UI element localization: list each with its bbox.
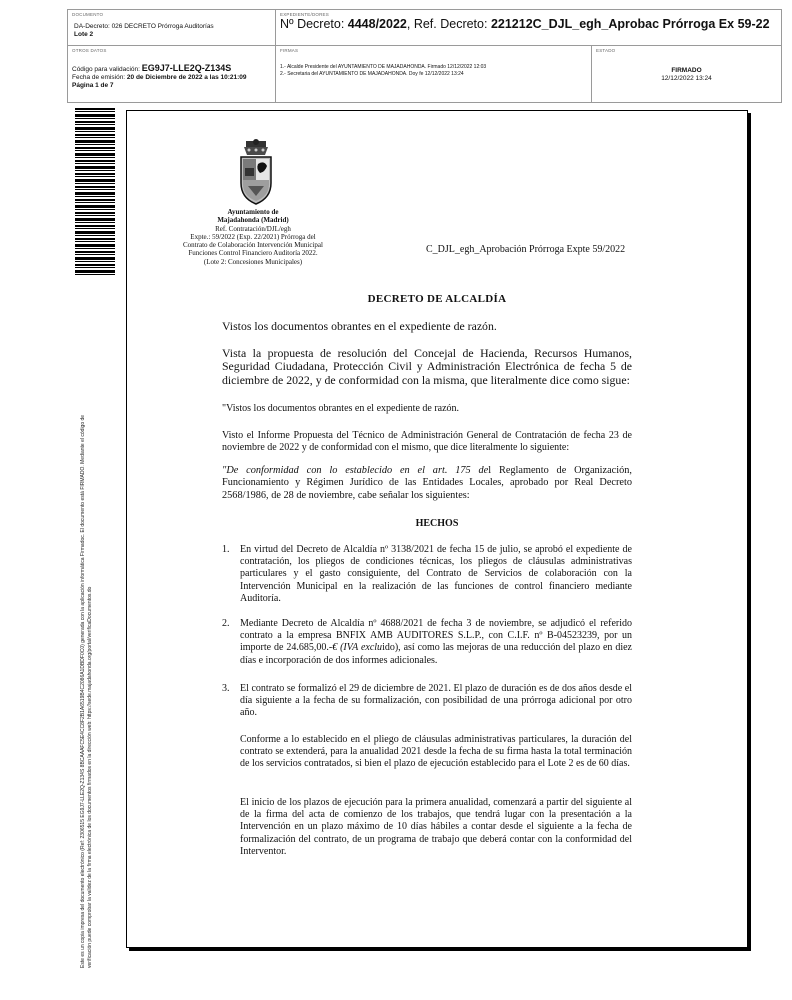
estado-value: FIRMADO bbox=[671, 67, 702, 74]
list-item-number: 3. bbox=[222, 683, 230, 694]
item-2-part-b: ido), así como las mejoras de una reducción del plazo en diez días e incorporación de dos informes adicionales. bbox=[240, 642, 632, 666]
expediente-label: EXPEDIENTE/DORES bbox=[280, 12, 329, 17]
firma-2: 2.- Secretaria del AYUNTAMIENTO DE MAJADAHONDA. Doy fe 12/12/2022 13:24 bbox=[280, 71, 464, 77]
documento-line-1: DA-Decreto: 026 DECRETO Prórroga Auditorías bbox=[74, 23, 214, 30]
estado-cell bbox=[592, 46, 781, 102]
list-item-number: 1. bbox=[222, 544, 230, 555]
firmas-label: FIRMAS bbox=[280, 48, 299, 53]
estado-label: ESTADO bbox=[596, 48, 616, 53]
org-expte-3: Funciones Control Financiero Auditoría 2022. bbox=[188, 249, 318, 258]
decree-number: 4448/2022 bbox=[347, 17, 407, 31]
paragraph-1: Vistos los documentos obrantes en el expediente de razón. bbox=[222, 319, 497, 333]
page-info: Página 1 de 7 bbox=[72, 82, 114, 89]
decree-prefix: Nº Decreto: bbox=[280, 17, 348, 31]
documento-line-2: Lote 2 bbox=[74, 31, 94, 38]
emission-line bbox=[72, 74, 247, 82]
paragraph-5-rest: l Reglamento de Organización, Funcionamiento y Régimen Jurídico de las Entidades Locales, aprobado por Real Decreto 2568/1986, de 28 de noviembre, cabe señalar los siguientes: bbox=[222, 465, 632, 501]
coat-of-arms-icon bbox=[234, 138, 278, 206]
emission-prefix: Fecha de emisión: bbox=[72, 74, 127, 81]
paragraph-5-italic: "De conformidad con lo establecido en el art. 175 de bbox=[222, 465, 489, 476]
documento-cell bbox=[68, 10, 276, 46]
item-2-part-a: Mediante Decreto de Alcaldía nº 4688/2021 de fecha 3 de noviembre, se adjudicó el referido contrato a la empresa BNFIX AMB AUDITORES S.L.P., con C.I.F. nº B-04523239, por un importe de 24.685,00.- bbox=[240, 618, 632, 654]
paragraph-2: Vista la propuesta de resolución del Concejal de Hacienda, Recursos Humanos, Seguridad Ciudadana, Protección Civil y Administración Electrónica de fecha 5 de diciembre de 2022, y de conformidad con la misma, que literalmente dice como sigue: bbox=[222, 346, 632, 387]
documento-label: DOCUMENTO bbox=[72, 12, 104, 17]
side-verification-text bbox=[80, 298, 94, 968]
document-header bbox=[67, 9, 782, 103]
item-3-subparagraph-1: Conforme a lo establecido en el pliego de cláusulas administrativas particulares, la duración del contrato se extenderá, para la anualidad 2021 desde la fecha de su firma hasta la total terminación de los servicios contratados, si bien el plazo de ejecución establecido para el Lote 2 es de 60 días. bbox=[240, 734, 632, 770]
paragraph-3: "Vistos los documentos obrantes en el expediente de razón. bbox=[222, 403, 460, 414]
emission-date: 20 de Diciembre de 2022 a las 10:21:09 bbox=[126, 74, 247, 81]
organization-block bbox=[172, 208, 334, 266]
item-3-subparagraph-2: El inicio de los plazos de ejecución para la primera anualidad, comenzará a partir del siguiente al de la firma del acta de comienzo de los trabajos, que tendrá lugar con la presentación a la Intervención en un plazo máximo de 10 días hábiles a contar desde el siguiente a la fecha de formalización del contrato, de un programa de trabajo que deberá contar con la conformidad del Interventor. bbox=[240, 797, 632, 857]
firmas-cell bbox=[276, 46, 592, 102]
ref-prefix: , Ref. Decreto: bbox=[406, 17, 491, 31]
paragraph-4: Visto el Informe Propuesta del Técnico de Administración General de Contratación de fecha 23 de noviembre de 2022 y de conformidad con el mismo, que dice literalmente lo siguiente: bbox=[222, 430, 632, 453]
org-expte-2: Contrato de Colaboración Intervención Municipal bbox=[183, 241, 323, 250]
decree-reference bbox=[280, 17, 775, 31]
org-ref: Ref. Contratación/DJL/egh bbox=[215, 224, 291, 233]
list-item-number: 2. bbox=[222, 618, 230, 629]
validation-prefix: Código para validación: bbox=[72, 66, 142, 73]
validation-line bbox=[72, 64, 247, 74]
document-title: DECRETO DE ALCALDÍA bbox=[367, 293, 507, 305]
org-expte-1: Expte.: 59/2022 (Exp. 22/2021) Prórroga del bbox=[190, 232, 316, 241]
otros-datos-cell bbox=[68, 46, 276, 102]
expediente-cell bbox=[276, 10, 781, 46]
list-item-text: En virtud del Decreto de Alcaldía nº 3138/2021 de fecha 15 de julio, se aprobó el expediente de contratación, los pliegos de condiciones técnicas, los pliegos de cláusulas administrativas particulares y el gasto consiguiente, del Contrato de Servicios de colaboración con la Intervención Municipal en la realización de las funciones de control financiero mediante Auditoría. bbox=[240, 544, 632, 604]
item-2-italic: € (IVA exclu bbox=[332, 642, 383, 654]
ref-code: 221212C_DJL_egh_Aprobac Prórroga Ex 59-22 bbox=[490, 17, 770, 31]
list-item-text bbox=[240, 618, 632, 667]
side-text-line-1: Este es un copia impresa del documento electrónico (Ref: 2306515 EG9J7-LLE2Q-Z134S 8BCAAAFC5E4CC8F2B1A6519B4C2086A1DBDF0C0) generada con la aplicación informática Firmadoc. El documento está FIRMADO. Mediante el código de bbox=[80, 414, 86, 968]
paragraph-5 bbox=[222, 465, 632, 502]
firma-1: 1.- Alcalde Presidente del AYUNTAMIENTO DE MAJADAHONDA. Firmado 12/12/2022 12:03 bbox=[280, 64, 487, 70]
estado-date: 12/12/2022 13:24 bbox=[661, 75, 712, 82]
org-name-line-1: Ayuntamiento de bbox=[227, 208, 279, 216]
validation-code[interactable]: EG9J7-LLE2Q-Z134S bbox=[141, 63, 232, 73]
otros-label: OTROS DATOS bbox=[72, 48, 107, 53]
org-name-line-2: Majadahonda (Madrid) bbox=[217, 216, 289, 225]
hechos-heading: HECHOS bbox=[415, 518, 459, 529]
list-item-text: El contrato se formalizó el 29 de diciembre de 2021. El plazo de duración es de dos años desde el día siguiente a la fecha de su formalización, con posibilidad de una prórroga adicional por otro año. bbox=[240, 683, 632, 719]
org-expte-4: (Lote 2: Concesiones Municipales) bbox=[203, 257, 303, 266]
document-reference: C_DJL_egh_Aprobación Prórroga Expte 59/2022 bbox=[426, 244, 626, 255]
barcode bbox=[75, 108, 115, 276]
side-text-line-2: verificación puede comprobar la validez de la firma electrónica de los documentos firmados en la dirección web: https://sede.majadahonda.org/portal/verificaDocumentos.do bbox=[87, 586, 93, 968]
